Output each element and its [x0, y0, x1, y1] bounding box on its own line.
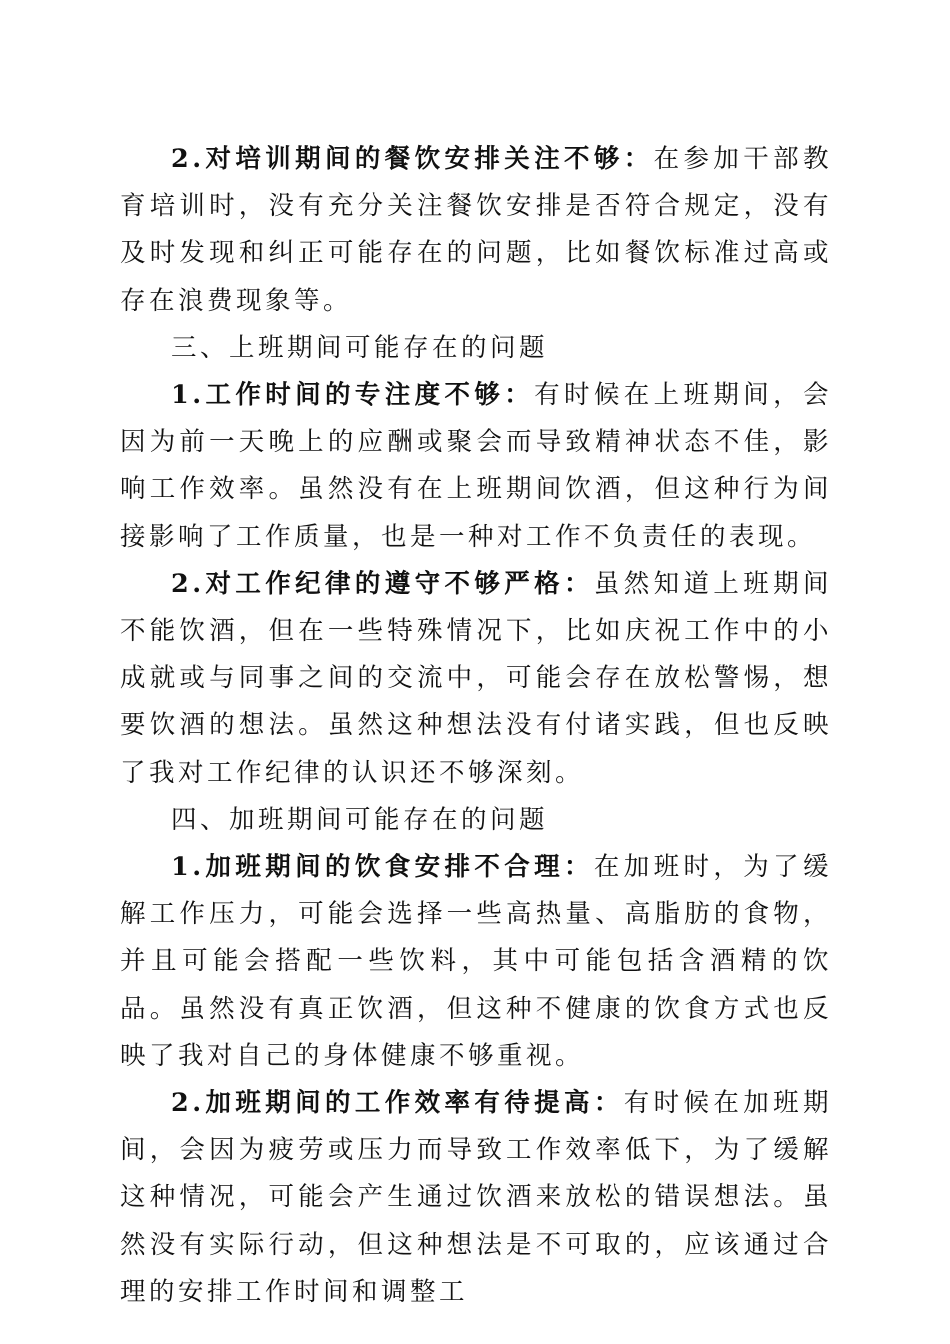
- paragraph-lead: 2.加班期间的工作效率有待提高：: [171, 1088, 624, 1119]
- paragraph-lead: 1.加班期间的饮食安排不合理：: [171, 852, 594, 883]
- paragraph-training-catering: [120, 136, 832, 325]
- paragraph-text: 虽然知道上班期间不能饮酒，但在一些特殊情况下，比如庆祝工作中的小成就或与同事之间的交流中，可能会存在放松警惕，想要饮酒的想法。虽然这种想法没有付诸实践，但也反映了我对工作纪律的认识还不够深刻。: [120, 568, 832, 788]
- paragraph-overtime-diet: [120, 844, 832, 1080]
- paragraph-work-focus: [120, 372, 832, 561]
- document-body: [120, 136, 832, 1316]
- paragraph-text: 有时候在加班期间，会因为疲劳或压力而导致工作效率低下，为了缓解这种情况，可能会产生通过饮酒来放松的错误想法。虽然没有实际行动，但这种想法是不可取的，应该通过合理的安排工作时间和调整工: [120, 1088, 832, 1307]
- paragraph-overtime-efficiency: [120, 1080, 832, 1316]
- paragraph-text: 有时候在上班期间，会因为前一天晚上的应酬或聚会而导致精神状态不佳，影响工作效率。虽然没有在上班期间饮酒，但这种行为间接影响了工作质量，也是一种对工作不负责任的表现。: [120, 380, 832, 552]
- paragraph-lead: 1.工作时间的专注度不够：: [171, 380, 535, 411]
- section-heading-work-hours: 三、上班期间可能存在的问题: [171, 332, 549, 363]
- paragraph-lead: 2.对培训期间的餐饮安排关注不够：: [171, 144, 654, 174]
- section-heading-overtime: 四、加班期间可能存在的问题: [171, 804, 549, 835]
- paragraph-text: 在加班时，为了缓解工作压力，可能会选择一些高热量、高脂肪的食物，并且可能会搭配一些饮料，其中可能包括含酒精的饮品。虽然没有真正饮酒，但这种不健康的饮食方式也反映了我对自己的身体健康不够重视。: [120, 852, 832, 1071]
- paragraph-text: 在参加干部教育培训时，没有充分关注餐饮安排是否符合规定，没有及时发现和纠正可能存在的问题，比如餐饮标准过高或存在浪费现象等。: [120, 144, 832, 316]
- paragraph-lead: 2.对工作纪律的遵守不够严格：: [171, 568, 594, 599]
- paragraph-work-discipline: [120, 561, 832, 797]
